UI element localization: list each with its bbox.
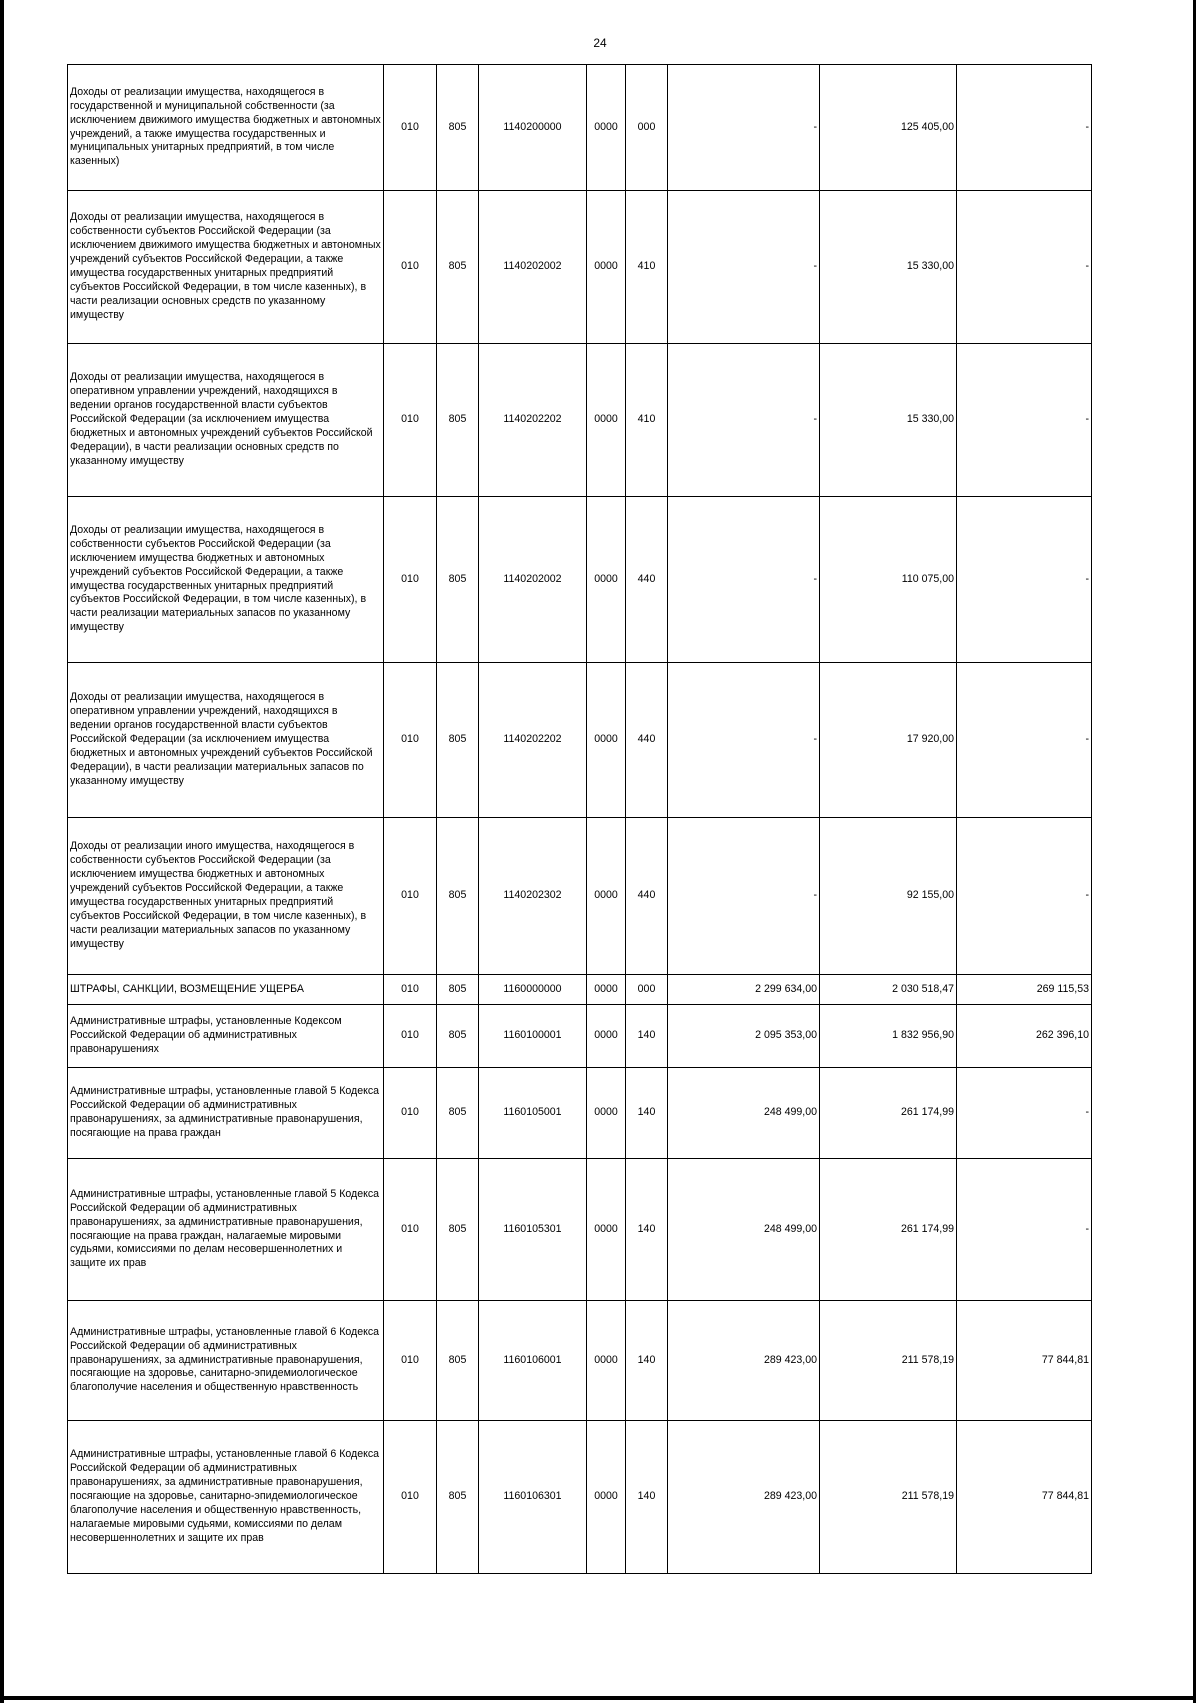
amount-cell: -	[957, 1068, 1092, 1159]
code-cell: 1140200000	[479, 65, 587, 191]
page-border-left	[0, 0, 4, 1703]
row-name: Административные штрафы, установленные главой 5 Кодекса Российской Федерации об административных правонарушениях, за административные правонарушения, посягающие на права граждан, налагаемые мировыми судьями, комиссиями по делам несовершеннолетних и защите их прав	[68, 1159, 384, 1301]
amount-cell: 261 174,99	[820, 1068, 957, 1159]
row-name: Доходы от реализации имущества, находящегося в государственной и муниципальной собственности (за исключением движимого имущества бюджетных и автономных учреждений, а также имущества государственных и муниципальных унитарных предприятий, в том числе казенных)	[68, 65, 384, 191]
code-cell: 0000	[587, 344, 626, 497]
amount-cell: 289 423,00	[668, 1421, 820, 1574]
code-cell: 010	[384, 191, 437, 344]
page-number: 24	[593, 36, 607, 50]
code-cell: 805	[437, 1301, 479, 1421]
amount-cell: 262 396,10	[957, 1005, 1092, 1068]
row-name: Доходы от реализации имущества, находящегося в собственности субъектов Российской Федерации (за исключением имущества бюджетных и автономных учреждений субъектов Российской Федерации, а также имущества государственных унитарных предприятий субъектов Российской Федерации, в том числе казенных), в части реализации материальных запасов по указанному имуществу	[68, 497, 384, 663]
code-cell: 1140202302	[479, 818, 587, 975]
amount-cell: -	[957, 191, 1092, 344]
code-cell: 805	[437, 818, 479, 975]
code-cell: 010	[384, 975, 437, 1005]
code-cell: 0000	[587, 65, 626, 191]
code-cell: 1160106001	[479, 1301, 587, 1421]
code-cell: 140	[626, 1068, 668, 1159]
code-cell: 1160100001	[479, 1005, 587, 1068]
section-title: ШТРАФЫ, САНКЦИИ, ВОЗМЕЩЕНИЕ УЩЕРБА	[68, 975, 384, 1005]
code-cell: 010	[384, 1068, 437, 1159]
code-cell: 1140202202	[479, 344, 587, 497]
code-cell: 140	[626, 1301, 668, 1421]
code-cell: 1140202002	[479, 497, 587, 663]
code-cell: 410	[626, 344, 668, 497]
page-border-bottom	[0, 1696, 1196, 1700]
amount-cell: 248 499,00	[668, 1159, 820, 1301]
amount-cell: 2 299 634,00	[668, 975, 820, 1005]
amount-cell: 125 405,00	[820, 65, 957, 191]
table-row	[68, 191, 1092, 344]
code-cell: 1160105301	[479, 1159, 587, 1301]
amount-cell: 289 423,00	[668, 1301, 820, 1421]
table-row	[68, 497, 1092, 663]
amount-cell: 261 174,99	[820, 1159, 957, 1301]
code-cell: 0000	[587, 818, 626, 975]
code-cell: 1160105001	[479, 1068, 587, 1159]
amount-cell: -	[957, 818, 1092, 975]
code-cell: 010	[384, 818, 437, 975]
code-cell: 805	[437, 344, 479, 497]
code-cell: 0000	[587, 975, 626, 1005]
code-cell: 440	[626, 663, 668, 818]
code-cell: 010	[384, 663, 437, 818]
amount-cell: -	[957, 663, 1092, 818]
row-name: Административные штрафы, установленные главой 5 Кодекса Российской Федерации об административных правонарушениях, за административные правонарушения, посягающие на права граждан	[68, 1068, 384, 1159]
code-cell: 440	[626, 818, 668, 975]
code-cell: 0000	[587, 1159, 626, 1301]
code-cell: 010	[384, 65, 437, 191]
code-cell: 010	[384, 497, 437, 663]
code-cell: 140	[626, 1159, 668, 1301]
code-cell: 010	[384, 1005, 437, 1068]
amount-cell: 248 499,00	[668, 1068, 820, 1159]
code-cell: 0000	[587, 1421, 626, 1574]
table-row	[68, 975, 1092, 1005]
amount-cell: -	[668, 191, 820, 344]
amount-cell: 2 030 518,47	[820, 975, 957, 1005]
code-cell: 010	[384, 344, 437, 497]
amount-cell: -	[957, 497, 1092, 663]
amount-cell: 211 578,19	[820, 1301, 957, 1421]
code-cell: 010	[384, 1159, 437, 1301]
amount-cell: 92 155,00	[820, 818, 957, 975]
code-cell: 0000	[587, 1301, 626, 1421]
code-cell: 805	[437, 65, 479, 191]
table-row	[68, 1159, 1092, 1301]
page-border-right	[1193, 0, 1196, 1703]
table-row	[68, 818, 1092, 975]
table-row	[68, 65, 1092, 191]
code-cell: 440	[626, 497, 668, 663]
amount-cell: 15 330,00	[820, 344, 957, 497]
amount-cell: 2 095 353,00	[668, 1005, 820, 1068]
code-cell: 000	[626, 975, 668, 1005]
amount-cell: 110 075,00	[820, 497, 957, 663]
table-row	[68, 1301, 1092, 1421]
row-name: Административные штрафы, установленные главой 6 Кодекса Российской Федерации об административных правонарушениях, за административные правонарушения, посягающие на здоровье, санитарно-эпидемиологическое благополучие населения и общественную нравственность	[68, 1301, 384, 1421]
row-name: Доходы от реализации иного имущества, находящегося в собственности субъектов Российской Федерации (за исключением имущества бюджетных и автономных учреждений субъектов Российской Федерации, а также имущества государственных унитарных предприятий субъектов Российской Федерации, в том числе казенных), в части реализации материальных запасов по указанному имуществу	[68, 818, 384, 975]
row-name: Доходы от реализации имущества, находящегося в оперативном управлении учреждений, находящихся в ведении органов государственной власти субъектов Российской Федерации (за исключением имущества бюджетных и автономных учреждений субъектов Российской Федерации), в части реализации материальных запасов по указанному имуществу	[68, 663, 384, 818]
code-cell: 000	[626, 65, 668, 191]
table-row	[68, 344, 1092, 497]
code-cell: 0000	[587, 191, 626, 344]
amount-cell: -	[957, 344, 1092, 497]
amount-cell: -	[668, 344, 820, 497]
row-name: Доходы от реализации имущества, находящегося в оперативном управлении учреждений, находящихся в ведении органов государственной власти субъектов Российской Федерации (за исключением имущества бюджетных и автономных учреждений субъектов Российской Федерации), в части реализации основных средств по указанному имуществу	[68, 344, 384, 497]
amount-cell: -	[668, 65, 820, 191]
amount-cell: -	[668, 818, 820, 975]
code-cell: 805	[437, 975, 479, 1005]
amount-cell: 77 844,81	[957, 1421, 1092, 1574]
table-row	[68, 1005, 1092, 1068]
code-cell: 805	[437, 1068, 479, 1159]
amount-cell: -	[668, 497, 820, 663]
code-cell: 010	[384, 1421, 437, 1574]
code-cell: 805	[437, 663, 479, 818]
code-cell: 410	[626, 191, 668, 344]
code-cell: 805	[437, 1421, 479, 1574]
row-name: Доходы от реализации имущества, находящегося в собственности субъектов Российской Федерации (за исключением движимого имущества бюджетных и автономных учреждений субъектов Российской Федерации, а также имущества государственных унитарных предприятий субъектов Российской Федерации, в том числе казенных), в части реализации основных средств по указанному имуществу	[68, 191, 384, 344]
code-cell: 010	[384, 1301, 437, 1421]
code-cell: 0000	[587, 663, 626, 818]
table-row	[68, 1421, 1092, 1574]
amount-cell: 15 330,00	[820, 191, 957, 344]
amount-cell: 77 844,81	[957, 1301, 1092, 1421]
code-cell: 1140202202	[479, 663, 587, 818]
amount-cell: 269 115,53	[957, 975, 1092, 1005]
row-name: Административные штрафы, установленные главой 6 Кодекса Российской Федерации об административных правонарушениях, за административные правонарушения, посягающие на здоровье, санитарно-эпидемиологическое благополучие населения и общественную нравственность, налагаемые мировыми судьями, комиссиями по делам несовершеннолетних и защите их прав	[68, 1421, 384, 1574]
amount-cell: 211 578,19	[820, 1421, 957, 1574]
code-cell: 1160106301	[479, 1421, 587, 1574]
amount-cell: -	[957, 1159, 1092, 1301]
code-cell: 1160000000	[479, 975, 587, 1005]
code-cell: 0000	[587, 1068, 626, 1159]
code-cell: 0000	[587, 1005, 626, 1068]
code-cell: 140	[626, 1005, 668, 1068]
code-cell: 805	[437, 497, 479, 663]
code-cell: 0000	[587, 497, 626, 663]
code-cell: 140	[626, 1421, 668, 1574]
amount-cell: 17 920,00	[820, 663, 957, 818]
code-cell: 805	[437, 191, 479, 344]
table-row	[68, 1068, 1092, 1159]
amount-cell: 1 832 956,90	[820, 1005, 957, 1068]
revenue-report-table	[67, 64, 1092, 1574]
table-row	[68, 663, 1092, 818]
code-cell: 805	[437, 1005, 479, 1068]
amount-cell: -	[668, 663, 820, 818]
amount-cell: -	[957, 65, 1092, 191]
code-cell: 805	[437, 1159, 479, 1301]
code-cell: 1140202002	[479, 191, 587, 344]
row-name: Административные штрафы, установленные Кодексом Российской Федерации об административных правонарушениях	[68, 1005, 384, 1068]
